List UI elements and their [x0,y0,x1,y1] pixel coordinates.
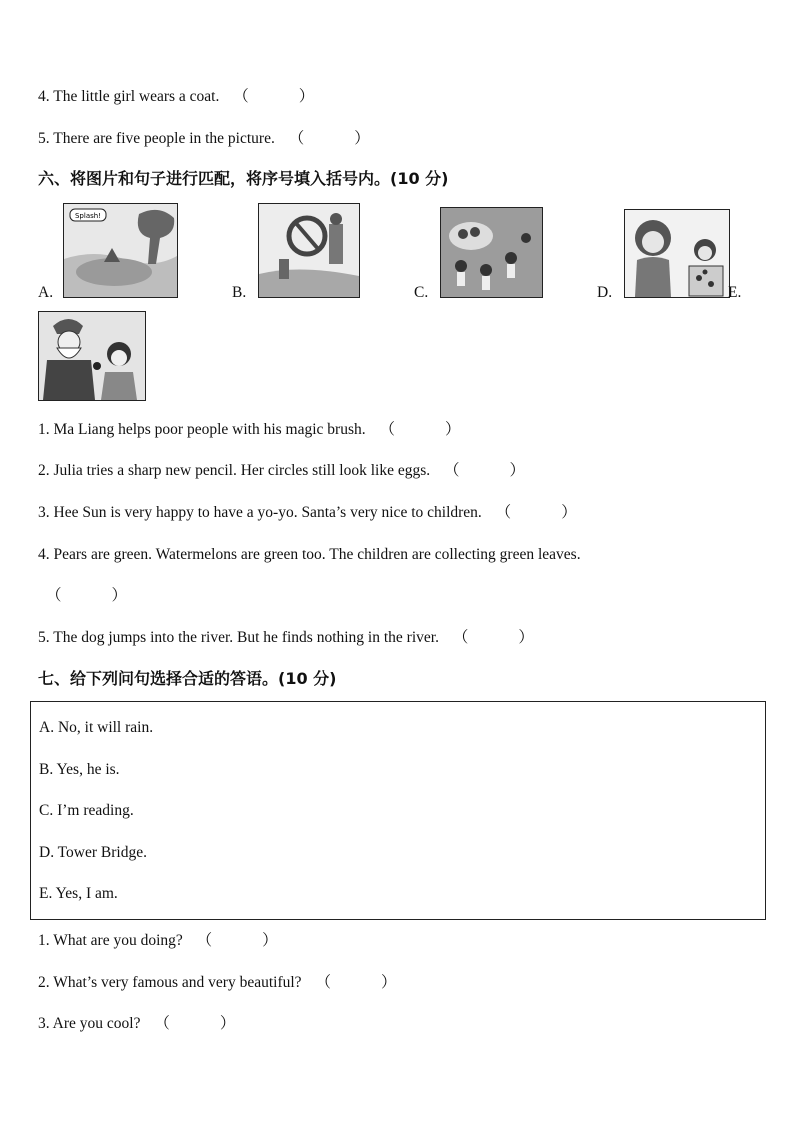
paren-close: ） [509,462,526,479]
question-text: 4. Pears are green. Watermelons are green too. The children are collecting green leaves. [38,546,581,563]
question-line [38,628,534,648]
question-line [38,545,581,565]
answer-blank[interactable] [444,461,525,481]
question-line [38,973,396,993]
picture-c-children-leaves [440,207,543,298]
picture-label-c: C. [414,284,429,301]
paren-open: （ [288,130,305,147]
picture-e-santa-yoyo [38,311,146,401]
paren-open: （ [444,462,460,479]
answer-blank[interactable] [154,1014,235,1034]
question-text: 2. What’s very famous and very beautiful? [38,974,302,991]
paren-open: （ [233,88,249,105]
paren-close: ） [111,587,128,604]
answer-option: D. Tower Bridge. [39,844,147,861]
section-heading: 七、给下列问句选择合适的答语。(10 分) [38,669,337,688]
answer-blank[interactable] [289,129,370,149]
question-text: 4. The little girl wears a coat. [38,88,220,105]
answer-blank[interactable] [453,628,534,648]
answer-blank[interactable] [197,931,278,951]
question-text: 3. Are you cool? [38,1015,141,1032]
paren-open: （ [495,504,512,521]
dog-splash-illustration [64,204,177,297]
question-line [38,586,127,606]
paren-close: ） [354,130,370,147]
answer-option: C. I’m reading. [39,802,134,819]
paren-close: ） [219,1015,236,1032]
paren-close: ） [262,932,278,949]
picture-d-julia-circles [624,209,730,298]
children-leaves-illustration [441,208,542,297]
picture-b-ma-liang [258,203,360,298]
answer-blank[interactable] [496,503,577,523]
answer-blank[interactable] [233,87,314,107]
answer-option: B. Yes, he is. [39,761,120,778]
answer-option: A. No, it will rain. [39,719,154,736]
paren-open: （ [452,629,469,646]
question-line [38,129,370,149]
paren-close: ） [518,629,534,646]
paren-close: ） [561,504,577,521]
question-text: 1. Ma Liang helps poor people with his magic brush. [38,421,366,438]
picture-label-b: B. [232,284,247,301]
section-heading: 六、将图片和句子进行匹配，将序号填入括号内。(10 分) [38,169,449,188]
question-line [38,1014,235,1034]
picture-label-d: D. [597,284,613,301]
paren-close: ） [445,421,461,438]
paren-open: （ [46,587,62,604]
paren-open: （ [379,421,395,438]
paren-open: （ [154,1015,170,1032]
answer-option: E. Yes, I am. [39,885,118,902]
julia-circles-illustration [625,210,729,297]
question-text: 5. The dog jumps into the river. But he finds nothing in the river. [38,629,439,646]
question-text: 5. There are five people in the picture. [38,130,275,147]
santa-yoyo-illustration [39,312,145,400]
picture-a-dog-splash [63,203,178,298]
question-text: 3. Hee Sun is very happy to have a yo-yo. Santa’s very nice to children. [38,504,482,521]
question-line [38,931,278,951]
question-line [38,87,314,107]
paren-close: ） [298,88,315,105]
answer-blank[interactable] [315,973,396,993]
answer-blank[interactable] [379,420,460,440]
question-line [38,503,577,523]
ma-liang-illustration [259,204,359,297]
question-line [38,420,461,440]
answer-options-box [30,701,766,920]
svg-text:Splash!: Splash! [74,212,102,220]
paren-close: ） [380,974,397,991]
question-text: 1. What are you doing? [38,932,183,949]
question-line [38,461,525,481]
paren-open: （ [315,974,331,991]
answer-blank[interactable] [46,586,127,606]
picture-label-a: A. [38,284,54,301]
question-text: 2. Julia tries a sharp new pencil. Her circles still look like eggs. [38,462,431,479]
picture-label-e: E. [728,284,742,301]
paren-open: （ [196,932,213,949]
